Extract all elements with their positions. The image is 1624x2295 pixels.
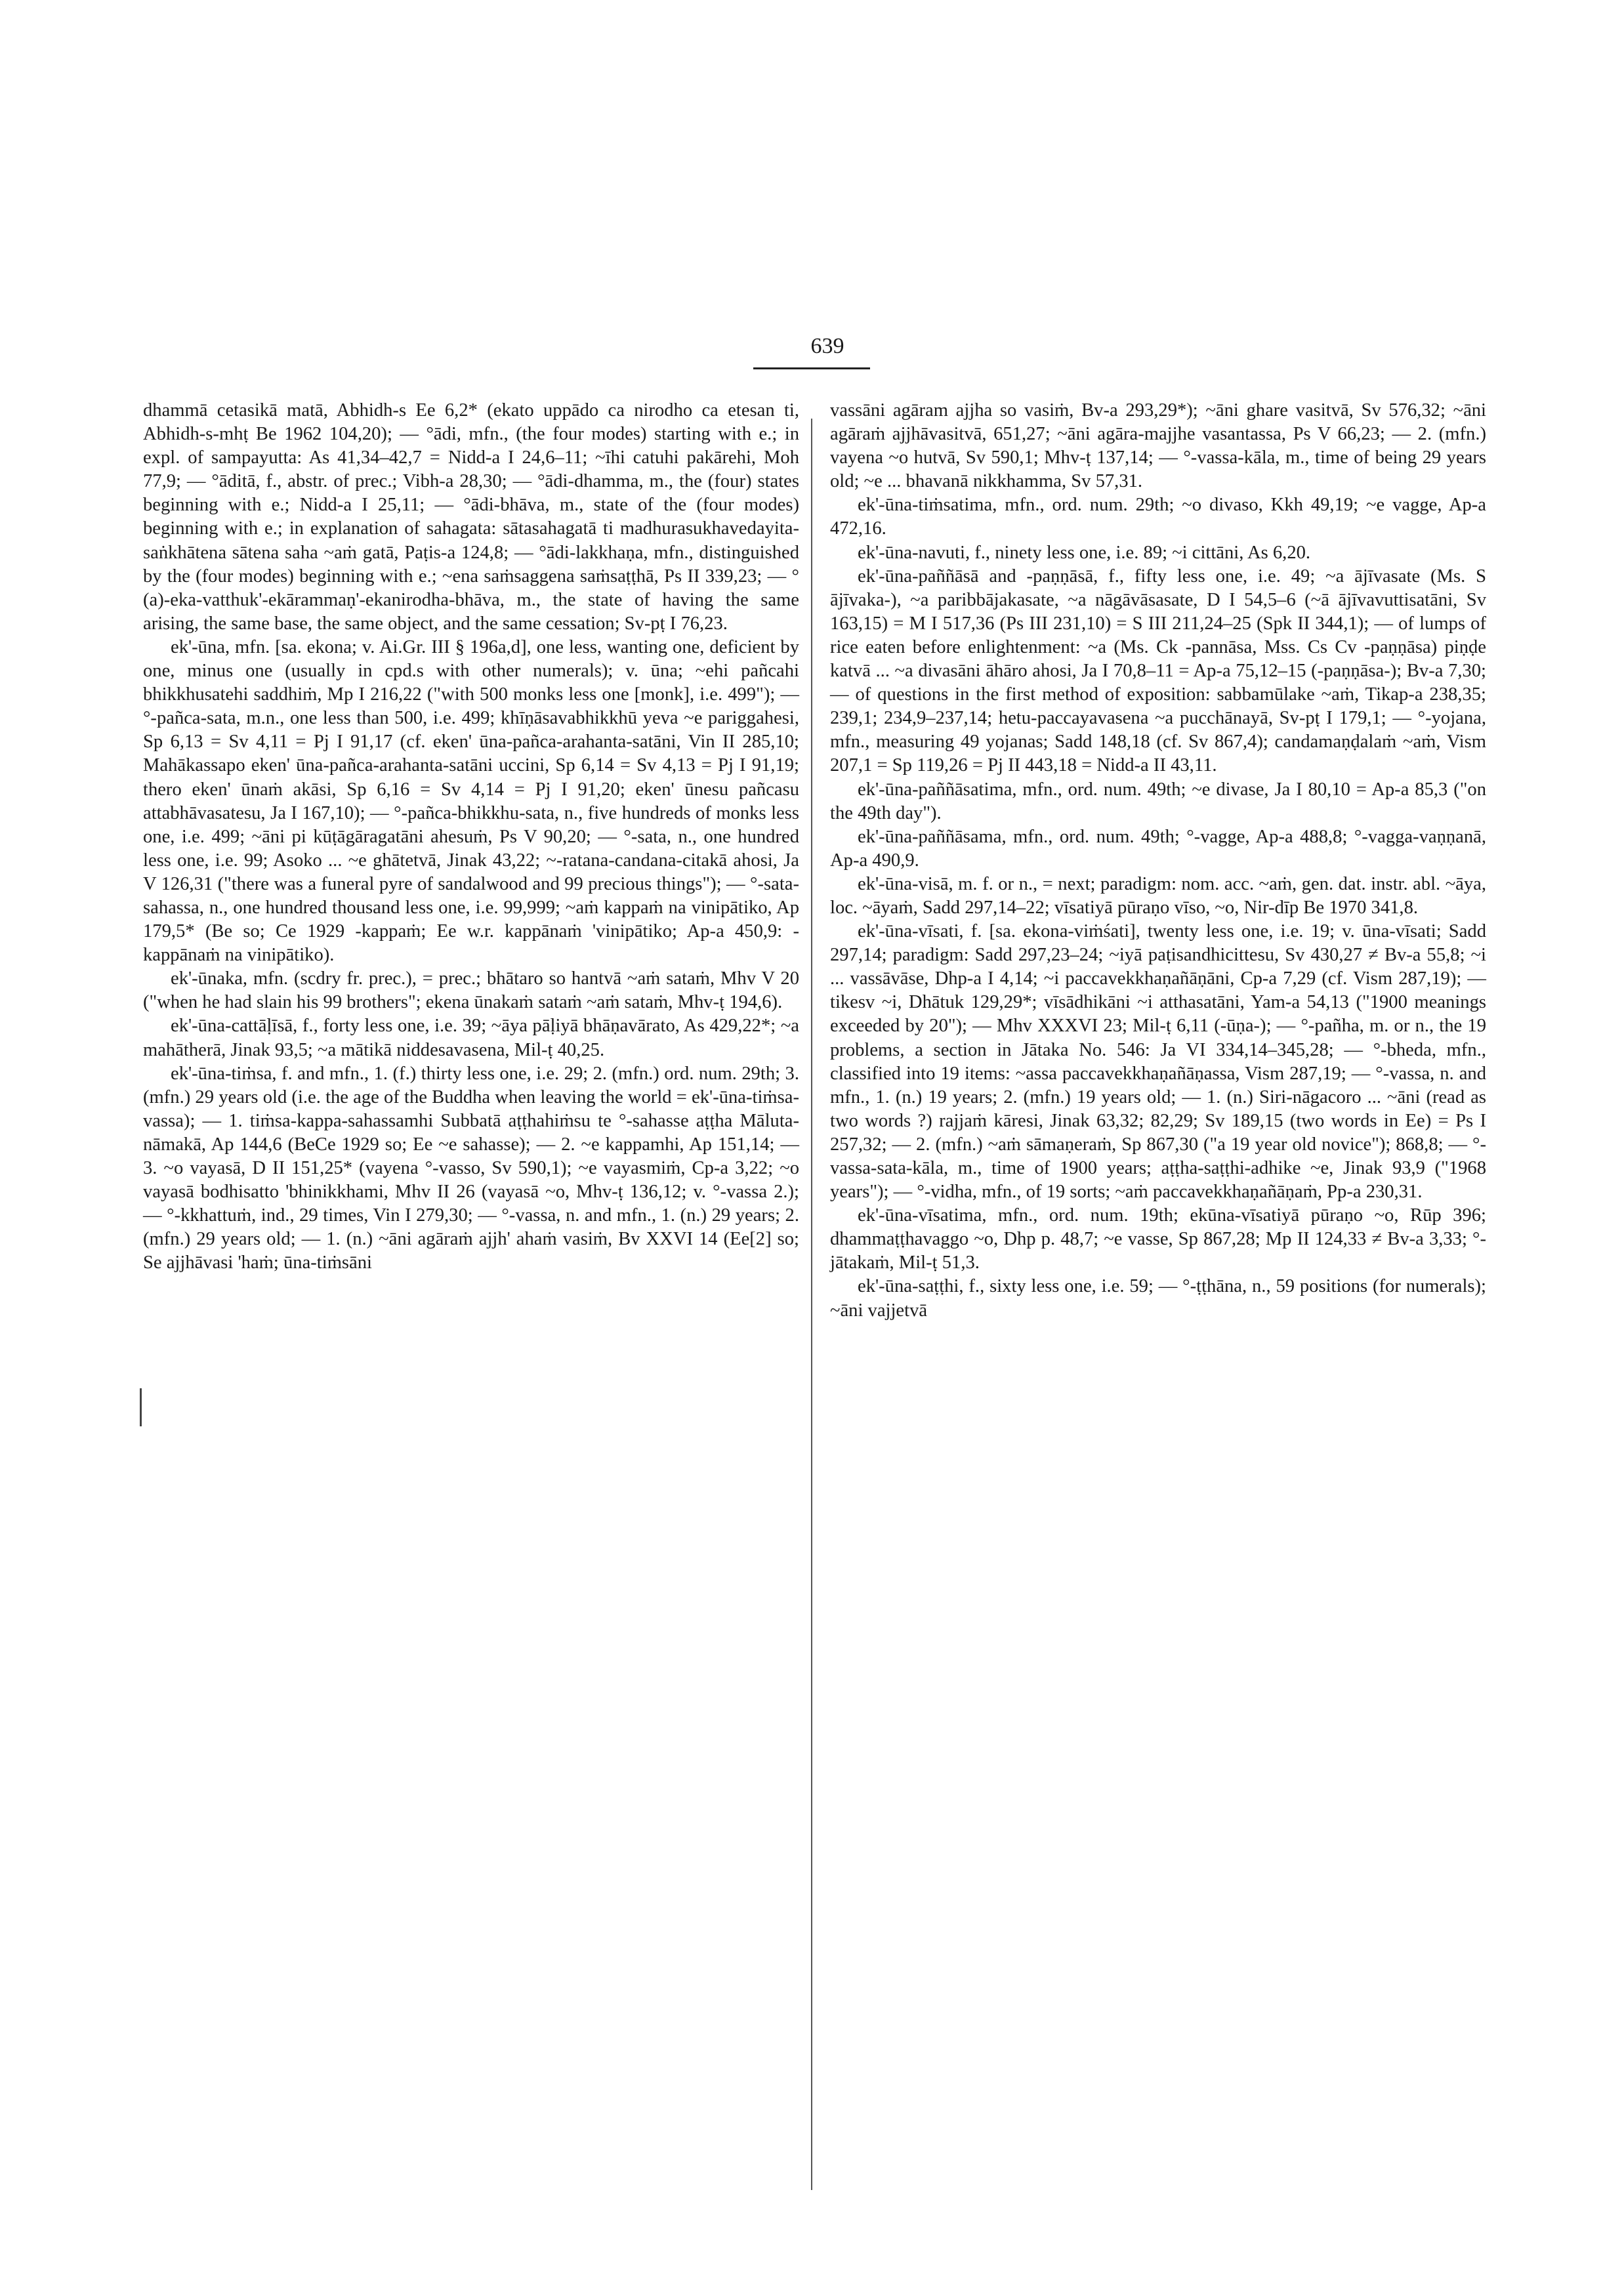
page-number: 639 [810,334,844,358]
dictionary-entry: ek'-ūnaka, mfn. (scdry fr. prec.), = prec.; bhātaro so hantvā ~aṁ sataṁ, Mhv V 20 ("when he had slain his 99 brothers"; ekena ūnakaṁ sataṁ ~aṁ sataṁ, Mhv-ṭ 194,6). [143,968,799,1013]
column-divider [811,419,812,2190]
right-column [830,399,1486,1323]
dictionary-entry: ek'-ūna-tiṁsa, f. and mfn., 1. (f.) thirty less one, i.e. 29; 2. (mfn.) ord. num. 29th; 3. (mfn.) 29 years old (i.e. the age of the Buddha when leaving the world = ek'-ūna-tiṁsa-vassa); — 1. tiṁsa-kappa-sahassamhi Subbatā aṭṭhahiṁsu te °-sahasse aṭṭha Māluta-nāmakā, Ap 144,6 (BeCe 1929 so; Ee ~e sahasse); — 2. ~e kappamhi, Ap 151,14; — 3. ~o vayasā, D II 151,25* (vayena °-vasso, Sv 590,1); ~e vayasmiṁ, Cp-a 3,22; ~o vayasā bodhisatto 'bhinikkhami, Mhv II 26 (vayasā ~o, Mhv-ṭ 136,12; v. °-vassa 2.); — °-kkhattuṁ, ind., 29 times, Vin I 279,30; — °-vassa, n. and mfn., 1. (n.) 29 years; 2. (mfn.) 29 years old; — 1. (n.) ~āni agāraṁ ajjh' ahaṁ vasiṁ, Bv XXVI 14 (Ee[2] so; Se ajjhāvasi 'haṁ; ūna-tiṁsāni [143,1063,799,1273]
margin-mark [140,1388,142,1426]
dictionary-entry: ek'-ūna-visā, m. f. or n., = next; paradigm: nom. acc. ~aṁ, gen. dat. instr. abl. ~āya, loc. ~āyaṁ, Sadd 297,14–22; vīsatiyā pūraṇo vīso, ~o, Nir-dīp Be 1970 341,8. [830,873,1486,918]
entry-continuation: dhammā cetasikā matā, Abhidh-s Ee 6,2* (ekato uppādo ca nirodho ca etesan ti, Abhidh-s-mhṭ Be 1962 104,20); — °ādi, mfn., (the four modes) starting with e.; in expl. of sampayutta: As 41,34–42,7 = Nidd-a I 24,6–11; ~īhi catuhi pakārehi, Moh 77,9; — °āditā, f., abstr. of prec.; Vibh-a 28,30; — °ādi-dhamma, m., the (four) states beginning with e.; Nidd-a I 25,11; — °ādi-bhāva, m., state of the (four modes) beginning with e.; in explanation of sahagata: sātasahagatā ti madhurasukhavedayita-saṅkhātena sātena saha ~aṁ gatā, Paṭis-a 124,8; — °ādi-lakkhaṇa, mfn., distinguished by the (four modes) beginning with e.; ~ena saṁsaggena saṁsaṭṭhā, Ps II 339,23; — °(a)-eka-vatthuk'-ekārammaṇ'-ekanirodha-bhāva, m., the state of having the same arising, the same base, the same object, and the same cessation; Sv-pṭ I 76,23. [143,400,799,634]
dictionary-entry: ek'-ūna-vīsatima, mfn., ord. num. 19th; ekūna-vīsatiyā pūraṇo ~o, Rūp 396; dhammaṭṭhavaggo ~o, Dhp p. 48,7; ~e vasse, Sp 867,28; Mp II 124,33 ≠ Bv-a 3,33; °-jātakaṁ, Mil-ṭ 51,3. [830,1205,1486,1273]
dictionary-entry: ek'-ūna-navuti, f., ninety less one, i.e. 89; ~i cittāni, As 6,20. [858,542,1311,563]
dictionary-entry: ek'-ūna-paññāsama, mfn., ord. num. 49th; °-vagge, Ap-a 488,8; °-vagga-vaṇṇanā, Ap-a 490,9. [830,826,1486,871]
dictionary-entry: ek'-ūna-saṭṭhi, f., sixty less one, i.e. 59; — °-ṭṭhāna, n., 59 positions (for numerals); ~āni vajjetvā [830,1276,1486,1321]
page-number-rule [753,367,870,369]
dictionary-entry: ek'-ūna-tiṁsatima, mfn., ord. num. 29th; ~o divaso, Kkh 49,19; ~e vagge, Ap-a 472,16. [830,495,1486,539]
dictionary-entry: ek'-ūna-cattāḷīsā, f., forty less one, i.e. 39; ~āya pāḷiyā bhāṇavārato, As 429,22*; ~a mahātherā, Jinak 93,5; ~a mātikā niddesavasena, Mil-ṭ 40,25. [143,1016,799,1060]
left-column [143,399,799,1275]
dictionary-entry: ek'-ūna-vīsati, f. [sa. ekona-viṁśati], twenty less one, i.e. 19; v. ūna-vīsati; Sadd 297,14; paradigm: Sadd 297,23–24; ~iyā paṭisandhicittesu, Sv 430,27 ≠ Bv-a 55,8; ~i ... vassāvāse, Dhp-a I 4,14; ~i paccavekkhaṇañāṇāni, Cp-a 7,29 (cf. Vism 287,19); — tikesv ~i, Dhātuk 129,29*; vīsādhikāni ~i atthasatāni, Yam-a 54,13 ("1900 meanings exceeded by 20"); — Mhv XXXVI 23; Mil-ṭ 6,11 (-ūṇa-); — °-pañha, m. or n., the 19 problems, a section in Jātaka No. 546: Ja VI 334,14–345,28; — °-bheda, mfn., classified into 19 items: ~assa paccavekkhaṇañāṇassa, Vism 287,19; — °-vassa, n. and mfn., 1. (n.) 19 years; 2. (mfn.) 19 years old; — 1. (n.) Siri-nāgacoro ... ~āni (read as two words ?) rajjaṁ kāresi, Jinak 63,32; 82,29; Sv 189,15 (two words in Ee) = Ps I 257,32; — 2. (mfn.) ~aṁ sāmaṇeraṁ, Sp 867,30 ("a 19 year old novice"); 868,8; — °-vassa-sata-kāla, m., time of 1900 years; aṭṭha-saṭṭhi-adhike ~e, Jinak 93,9 ("1968 years"); — °-vidha, mfn., of 19 sorts; ~aṁ paccavekkhaṇañāṇaṁ, Pp-a 230,31. [830,921,1486,1203]
dictionary-entry: ek'-ūna-paññāsā and -paṇṇāsā, f., fifty less one, i.e. 49; ~a ājīvasate (Ms. S ājīvaka-), ~a paribbājakasate, ~a nāgāvāsasate, D I 54,5–6 (~ā ājīvavuttisatāni, Sv 163,15) = M I 517,36 (Ps III 231,10) = S III 211,24–25 (Spk II 344,1); — of lumps of rice eaten before enlightenment: ~a (Ms. Ck -pannāsa, Mss. Cs Cv -paṇṇāsa) piṇḍe katvā ... ~a divasāni āhāro ahosi, Ja I 70,8–11 = Ap-a 75,12–15 (-paṇṇāsa-); Bv-a 7,30; — of questions in the first method of exposition: sabbamūlake ~aṁ, Tikap-a 238,35; 239,1; 234,9–237,14; hetu-paccayavasena ~a pucchānayā, Sv-pṭ I 179,1; — °-yojana, mfn., measuring 49 yojanas; Sadd 148,18 (cf. Sv 867,4); candamaṇḍalaṁ ~aṁ, Vism 207,1 = Sp 119,26 = Pj II 443,18 = Nidd-a II 43,11. [830,566,1486,776]
entry-continuation: vassāni agāram ajjha so vasiṁ, Bv-a 293,29*); ~āni ghare vasitvā, Sv 576,32; ~āni agāraṁ ajjhāvasitvā, 651,27; ~āni agāra-majjhe vasantassa, Ps V 66,23; — 2. (mfn.) vayena ~o hutvā, Sv 590,1; Mhv-ṭ 137,14; — °-vassa-kāla, m., time of being 29 years old; ~e ... bhavanā nikkhamma, Sv 57,31. [830,400,1486,492]
dictionary-entry: ek'-ūna-paññāsatima, mfn., ord. num. 49th; ~e divase, Ja I 80,10 = Ap-a 85,3 ("on the 49th day"). [830,779,1486,823]
dictionary-entry: ek'-ūna, mfn. [sa. ekona; v. Ai.Gr. III § 196a,d], one less, wanting one, deficient by one, minus one (usually in cpd.s with other numerals); v. ūna; ~ehi pañcahi bhikkhusatehi saddhiṁ, Mp I 216,22 ("with 500 monks less one [monk], i.e. 499"); — °-pañca-sata, m.n., one less than 500, i.e. 499; khīṇāsavabhikkhū yeva ~e pariggahesi, Sp 6,13 = Sv 4,11 = Pj I 91,17 (cf. eken' ūna-pañca-arahanta-satāni, Vin II 285,10; Mahākassapo eken' ūna-pañca-arahanta-satāni uccini, Sp 6,14 = Sv 4,13 = Pj I 91,19; thero eken' ūnaṁ akāsi, Sp 6,16 = Sv 4,14 = Pj I 91,20; eken' ūnesu pañcasu attabhāvasatesu, Ja I 167,10); — °-pañca-bhikkhu-sata, n., five hundreds of monks less one, i.e. 499; ~āni pi kūṭāgāragatāni ahesuṁ, Ps V 90,20; — °-sata, n., one hundred less one, i.e. 99; Asoko ... ~e ghātetvā, Jinak 43,22; ~-ratana-candana-citakā ahosi, Ja V 126,31 ("there was a funeral pyre of sandalwood and 99 precious things"); — °-sata-sahassa, n., one hundred thousand less one, i.e. 99,999; ~aṁ kappaṁ na vinipātiko, Ap 179,5* (Be so; Ce 1929 -kappaṁ; Ee w.r. kappānaṁ 'vinipātiko; Ap-a 450,9: -kappānaṁ na vinipātiko). [143,636,799,966]
